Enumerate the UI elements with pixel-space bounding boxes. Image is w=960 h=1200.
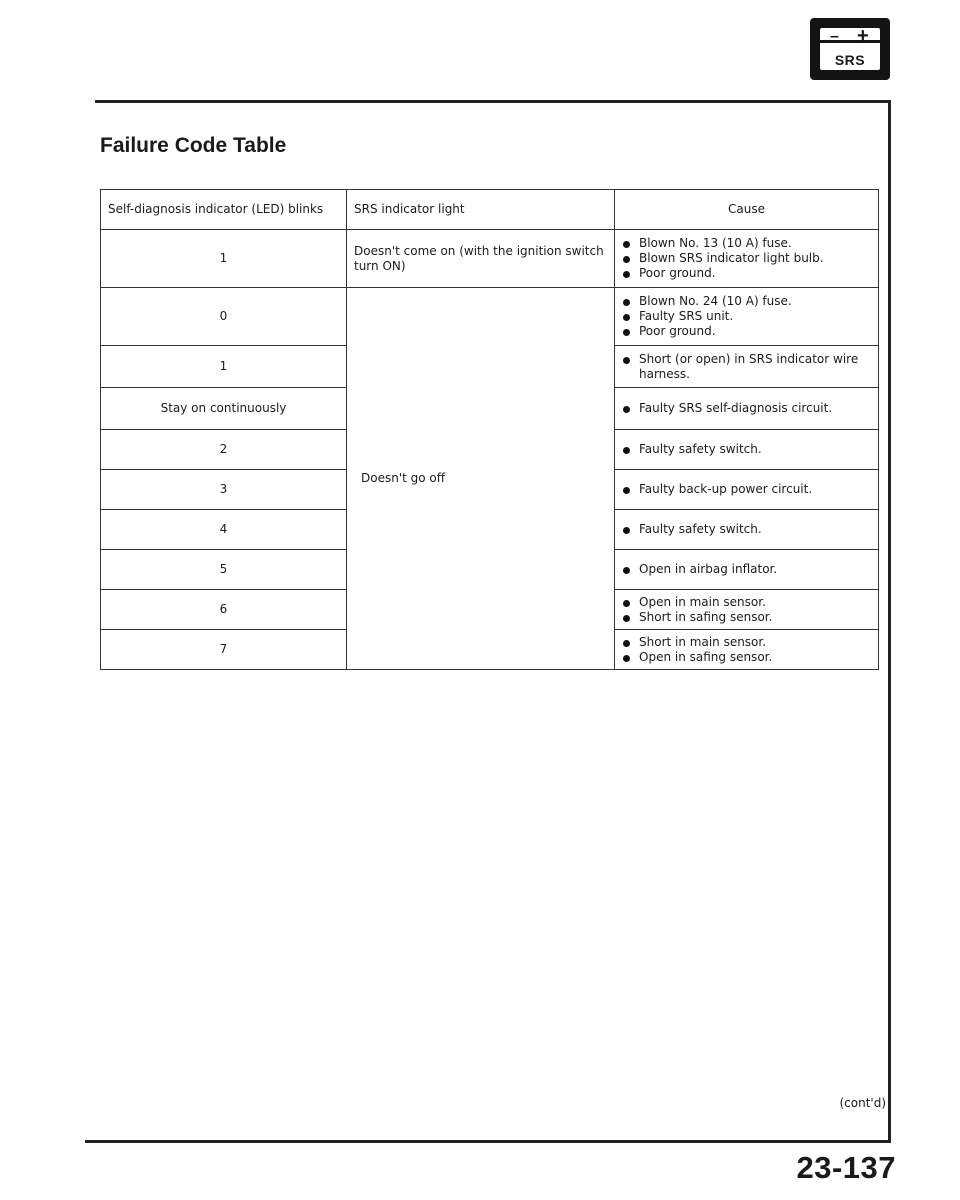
page-border-top [95, 100, 890, 103]
led-blink-count: 1 [101, 230, 347, 288]
cause-item: Open in safing sensor. [622, 650, 871, 665]
battery-icon-band [820, 40, 880, 43]
cause-item: Open in main sensor. [622, 595, 871, 610]
continued-note: (cont'd) [839, 1096, 886, 1110]
srs-battery-icon [810, 18, 890, 80]
led-blink-count: 5 [101, 550, 347, 590]
battery-minus-symbol: – [830, 28, 839, 45]
cause-cell [615, 230, 879, 288]
cause-item: Poor ground. [622, 266, 871, 281]
srs-icon-label: SRS [834, 52, 866, 68]
led-blink-count: 6 [101, 590, 347, 630]
led-blink-count: 7 [101, 630, 347, 670]
cause-item: Blown No. 13 (10 A) fuse. [622, 236, 871, 251]
cause-cell [615, 388, 879, 430]
led-blink-count: 0 [101, 288, 347, 346]
table-row [101, 288, 879, 346]
led-blink-count: Stay on continuously [101, 388, 347, 430]
cause-cell [615, 630, 879, 670]
cause-cell [615, 590, 879, 630]
cause-item: Short in main sensor. [622, 635, 871, 650]
battery-plus-symbol: + [857, 25, 869, 47]
cause-cell [615, 470, 879, 510]
cause-item: Faulty SRS self-diagnosis circuit. [622, 401, 871, 416]
cause-item: Blown No. 24 (10 A) fuse. [622, 294, 871, 309]
cause-item: Short in safing sensor. [622, 610, 871, 625]
led-blink-count: 2 [101, 430, 347, 470]
cause-cell [615, 288, 879, 346]
cause-cell [615, 346, 879, 388]
page-border-bottom [85, 1140, 891, 1143]
page-number: 23-137 [796, 1150, 896, 1185]
header-cause: Cause [615, 190, 879, 230]
cause-item: Poor ground. [622, 324, 871, 339]
header-srs-light: SRS indicator light [347, 190, 615, 230]
cause-item: Blown SRS indicator light bulb. [622, 251, 871, 266]
header-led-blinks: Self-diagnosis indicator (LED) blinks [101, 190, 347, 230]
cause-item: Faulty safety switch. [622, 522, 871, 537]
cause-item: Open in airbag inflator. [622, 562, 871, 577]
cause-item: Faulty safety switch. [622, 442, 871, 457]
cause-item: Faulty back-up power circuit. [622, 482, 871, 497]
srs-light-state: Doesn't go off [347, 288, 615, 670]
table-row [101, 230, 879, 288]
failure-code-table [100, 189, 879, 670]
cause-item: Faulty SRS unit. [622, 309, 871, 324]
cause-item: Short (or open) in SRS indicator wire harness. [622, 352, 871, 382]
led-blink-count: 3 [101, 470, 347, 510]
table-header-row [101, 190, 879, 230]
page-border-right [888, 100, 891, 1142]
cause-cell [615, 510, 879, 550]
cause-cell [615, 550, 879, 590]
page-title: Failure Code Table [100, 134, 287, 157]
led-blink-count: 1 [101, 346, 347, 388]
led-blink-count: 4 [101, 510, 347, 550]
cause-cell [615, 430, 879, 470]
srs-light-state: Doesn't come on (with the ignition switch turn ON) [347, 230, 615, 288]
